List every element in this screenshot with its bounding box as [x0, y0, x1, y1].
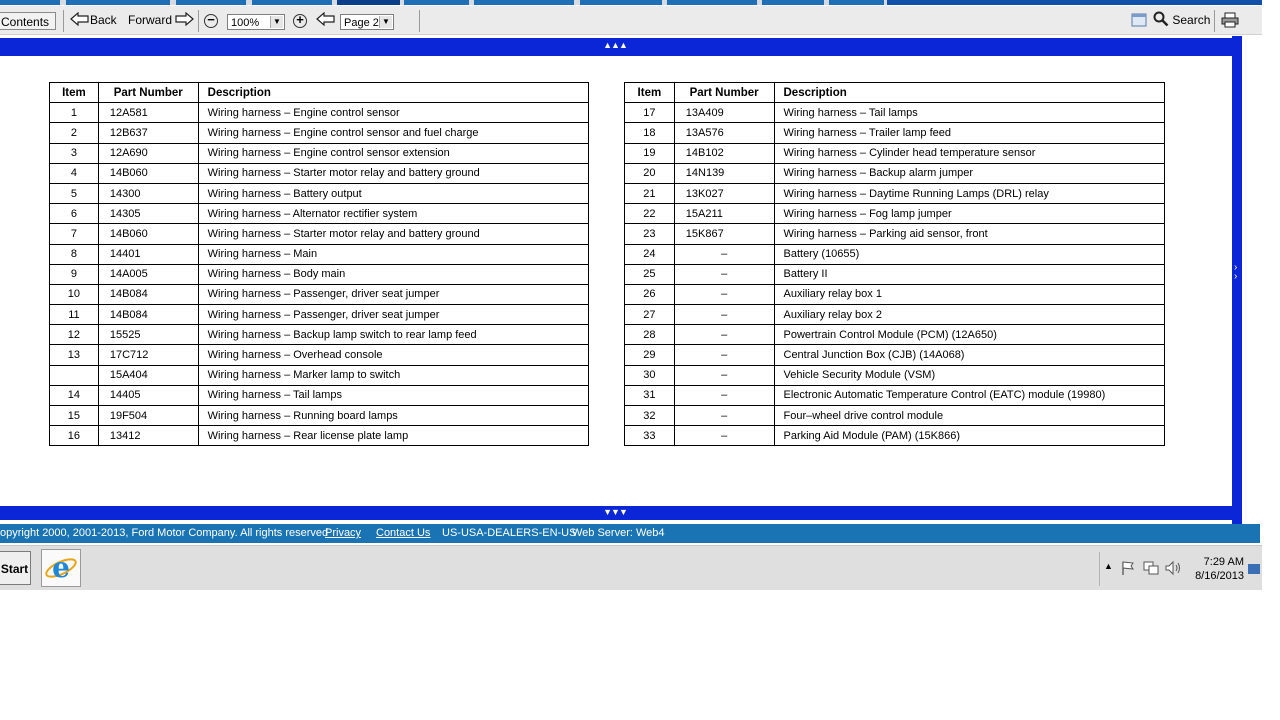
back-arrow-icon [70, 12, 90, 26]
description-cell: Electronic Automatic Temperature Control (EATC) module (19980) [774, 385, 1165, 405]
internet-explorer-taskbar-button[interactable] [41, 549, 81, 587]
table-row [625, 143, 1165, 163]
item-number-cell: 15 [50, 406, 99, 426]
item-number-cell: 20 [625, 163, 675, 183]
description-cell: Wiring harness – Starter motor relay and battery ground [198, 163, 588, 183]
table-row [50, 163, 589, 183]
windows-taskbar [0, 545, 1262, 590]
tab-strip-segment-active[interactable] [337, 0, 400, 5]
item-number-cell: 11 [50, 305, 99, 325]
part-number-cell: – [674, 426, 774, 446]
item-number-cell: 13 [50, 345, 99, 365]
page-value: Page 2 [344, 17, 379, 29]
column-header-description: Description [198, 83, 588, 103]
table-row [50, 204, 589, 224]
taskbar-clock[interactable] [1188, 555, 1244, 583]
document-top-bar [0, 38, 1233, 56]
item-number-cell: 4 [50, 163, 99, 183]
zoom-select[interactable] [227, 14, 285, 30]
description-cell: Wiring harness – Passenger, driver seat jumper [198, 305, 588, 325]
table-row [625, 406, 1165, 426]
tab-strip-segment[interactable] [66, 0, 170, 5]
item-number-cell: 10 [50, 284, 99, 304]
part-number-cell: 14N139 [674, 163, 774, 183]
part-number-cell: 19F504 [98, 406, 198, 426]
part-number-cell: – [674, 325, 774, 345]
description-cell: Wiring harness – Starter motor relay and battery ground [198, 224, 588, 244]
item-number-cell: 28 [625, 325, 675, 345]
tab-strip-blue-band [887, 0, 1262, 5]
item-number-cell: 22 [625, 204, 675, 224]
tab-strip-segment[interactable] [667, 0, 757, 5]
item-number-cell: 18 [625, 123, 675, 143]
tab-strip-segment[interactable] [580, 0, 662, 5]
printer-icon [1221, 12, 1239, 28]
part-number-cell: 13A576 [674, 123, 774, 143]
web-server-text: Web Server: Web4 [572, 527, 665, 539]
item-number-cell: 8 [50, 244, 99, 264]
table-row [50, 123, 589, 143]
part-number-cell: 14B060 [98, 163, 198, 183]
print-button[interactable] [1221, 12, 1239, 30]
system-tray [1099, 552, 1260, 586]
back-label: Back [90, 13, 117, 27]
table-row [50, 426, 589, 446]
part-number-cell: 13K027 [674, 183, 774, 203]
table-row [50, 345, 589, 365]
svg-text:e: e [52, 551, 70, 584]
table-row [625, 325, 1165, 345]
table-row [625, 345, 1165, 365]
item-number-cell: 25 [625, 264, 675, 284]
part-number-cell: 14B102 [674, 143, 774, 163]
item-number-cell: 31 [625, 385, 675, 405]
description-cell: Wiring harness – Engine control sensor extension [198, 143, 588, 163]
part-number-cell: 14401 [98, 244, 198, 264]
tab-strip-segment[interactable] [474, 0, 574, 5]
description-cell: Wiring harness – Passenger, driver seat jumper [198, 284, 588, 304]
show-hidden-icons-icon[interactable]: ▲ [1104, 561, 1113, 571]
start-button[interactable]: Start [0, 551, 31, 585]
toolbar-divider [63, 10, 64, 32]
item-number-cell: 30 [625, 365, 675, 385]
column-header-item: Item [50, 83, 99, 103]
description-cell: Wiring harness – Marker lamp to switch [198, 365, 588, 385]
part-number-cell: 17C712 [98, 345, 198, 365]
table-row [625, 305, 1165, 325]
item-number-cell: 27 [625, 305, 675, 325]
table-row [625, 426, 1165, 446]
item-number-cell: 24 [625, 244, 675, 264]
zoom-in-icon[interactable]: + [293, 14, 307, 28]
table-header-row [50, 83, 589, 103]
search-icon [1153, 11, 1169, 27]
collapse-up-icon[interactable]: ▲▲▲ [603, 40, 627, 50]
part-number-cell: 14305 [98, 204, 198, 224]
search-label: Search [1172, 13, 1211, 27]
toolbar-divider [419, 10, 420, 32]
viewer-toolbar [0, 6, 1262, 35]
chevron-down-icon: ▼ [270, 16, 283, 28]
part-number-cell: – [674, 244, 774, 264]
locale-text: US-USA-DEALERS-EN-US [442, 527, 577, 539]
part-number-cell: 13412 [98, 426, 198, 446]
part-number-cell: 14405 [98, 385, 198, 405]
item-number-cell: 12 [50, 325, 99, 345]
part-number-cell: 14B084 [98, 284, 198, 304]
table-row [625, 264, 1165, 284]
copyright-text: opyright 2000, 2001-2013, Ford Motor Company. All rights reserved [0, 527, 329, 539]
table-row [50, 406, 589, 426]
table-row [50, 103, 589, 123]
show-desktop-icon[interactable] [1248, 564, 1260, 574]
internet-explorer-icon [42, 550, 80, 586]
item-number-cell [50, 365, 99, 385]
parts-table-right [624, 82, 1165, 446]
description-cell: Wiring harness – Tail lamps [198, 385, 588, 405]
item-number-cell: 21 [625, 183, 675, 203]
description-cell: Wiring harness – Engine control sensor and fuel charge [198, 123, 588, 143]
table-row [50, 264, 589, 284]
action-center-flag-icon[interactable] [1120, 560, 1136, 576]
table-row [50, 385, 589, 405]
description-cell: Wiring harness – Daytime Running Lamps (DRL) relay [774, 183, 1165, 203]
zoom-out-icon[interactable]: − [204, 14, 218, 28]
table-row [50, 325, 589, 345]
part-number-cell: 12A690 [98, 143, 198, 163]
description-cell: Wiring harness – Trailer lamp feed [774, 123, 1165, 143]
forward-arrow-icon [174, 12, 194, 26]
column-header-description: Description [774, 83, 1165, 103]
description-cell: Wiring harness – Fog lamp jumper [774, 204, 1165, 224]
search-button[interactable] [1153, 11, 1210, 29]
browser-tab-strip [0, 0, 1262, 5]
description-cell: Wiring harness – Engine control sensor [198, 103, 588, 123]
back-button[interactable] [70, 11, 117, 29]
tab-strip-segment[interactable] [252, 0, 332, 5]
item-number-cell: 14 [50, 385, 99, 405]
table-row [625, 244, 1165, 264]
part-number-cell: – [674, 406, 774, 426]
table-header-row [625, 83, 1165, 103]
item-number-cell: 9 [50, 264, 99, 284]
item-number-cell: 19 [625, 143, 675, 163]
table-row [625, 123, 1165, 143]
description-cell: Powertrain Control Module (PCM) (12A650) [774, 325, 1165, 345]
toolbar-divider [198, 10, 199, 32]
column-header-part-number: Part Number [98, 83, 198, 103]
table-row [50, 284, 589, 304]
table-row [625, 163, 1165, 183]
network-icon[interactable] [1142, 560, 1160, 576]
item-number-cell: 1 [50, 103, 99, 123]
item-number-cell: 16 [50, 426, 99, 446]
item-number-cell: 26 [625, 284, 675, 304]
item-number-cell: 23 [625, 224, 675, 244]
table-row [625, 183, 1165, 203]
page-footer [0, 524, 1260, 543]
description-cell: Central Junction Box (CJB) (14A068) [774, 345, 1165, 365]
table-row [50, 183, 589, 203]
description-cell: Wiring harness – Rear license plate lamp [198, 426, 588, 446]
forward-label: Forward [128, 13, 173, 27]
description-cell: Battery II [774, 264, 1165, 284]
part-number-cell: 13A409 [674, 103, 774, 123]
description-cell: Wiring harness – Cylinder head temperature sensor [774, 143, 1165, 163]
part-number-cell: 15A211 [674, 204, 774, 224]
part-number-cell: – [674, 264, 774, 284]
part-number-cell: 15A404 [98, 365, 198, 385]
description-cell: Auxiliary relay box 2 [774, 305, 1165, 325]
part-number-cell: 12B637 [98, 123, 198, 143]
previous-page-icon [316, 12, 336, 26]
table-row [50, 143, 589, 163]
description-cell: Wiring harness – Alternator rectifier system [198, 204, 588, 224]
description-cell: Four–wheel drive control module [774, 406, 1165, 426]
table-row [625, 224, 1165, 244]
part-number-cell: 14B060 [98, 224, 198, 244]
table-row [625, 284, 1165, 304]
clock-time: 7:29 AM [1203, 556, 1244, 568]
forward-button[interactable] [128, 11, 194, 29]
table-row [625, 204, 1165, 224]
description-cell: Wiring harness – Parking aid sensor, front [774, 224, 1165, 244]
document-bottom-bar [0, 506, 1233, 520]
chevron-down-icon: ▼ [379, 16, 392, 28]
part-number-cell: 14300 [98, 183, 198, 203]
description-cell: Parking Aid Module (PAM) (15K866) [774, 426, 1165, 446]
table-row [50, 244, 589, 264]
part-number-cell: 12A581 [98, 103, 198, 123]
column-header-part-number: Part Number [674, 83, 774, 103]
description-cell: Wiring harness – Running board lamps [198, 406, 588, 426]
item-number-cell: 33 [625, 426, 675, 446]
tab-strip-segment[interactable] [176, 0, 246, 5]
table-row [50, 224, 589, 244]
previous-page-button[interactable] [316, 11, 336, 29]
item-number-cell: 6 [50, 204, 99, 224]
zoom-value: 100% [231, 17, 260, 29]
table-row [50, 305, 589, 325]
toolbar-divider [1214, 10, 1215, 32]
description-cell: Wiring harness – Tail lamps [774, 103, 1165, 123]
description-cell: Wiring harness – Main [198, 244, 588, 264]
contact-us-link[interactable]: Contact Us [376, 527, 431, 539]
column-header-item: Item [625, 83, 675, 103]
side-panel-handle-icon[interactable]: › › [1234, 262, 1238, 282]
item-number-cell: 5 [50, 183, 99, 203]
table-row [625, 365, 1165, 385]
part-number-cell: – [674, 284, 774, 304]
part-number-cell: – [674, 305, 774, 325]
part-number-cell: 14B084 [98, 305, 198, 325]
item-number-cell: 32 [625, 406, 675, 426]
contents-button[interactable]: Contents [0, 12, 56, 30]
part-number-cell: – [674, 385, 774, 405]
part-number-cell: – [674, 365, 774, 385]
expand-down-icon[interactable]: ▼▼▼ [603, 507, 627, 517]
tab-strip-segment[interactable] [829, 0, 884, 5]
volume-icon[interactable] [1164, 560, 1182, 576]
table-row [50, 365, 589, 385]
item-number-cell: 17 [625, 103, 675, 123]
description-cell: Vehicle Security Module (VSM) [774, 365, 1165, 385]
description-cell: Wiring harness – Overhead console [198, 345, 588, 365]
description-cell: Wiring harness – Body main [198, 264, 588, 284]
tab-strip-segment[interactable] [762, 0, 824, 5]
description-cell: Wiring harness – Battery output [198, 183, 588, 203]
privacy-link[interactable]: Privacy [325, 527, 362, 539]
table-row [625, 385, 1165, 405]
item-number-cell: 7 [50, 224, 99, 244]
description-cell: Wiring harness – Backup alarm jumper [774, 163, 1165, 183]
item-number-cell: 2 [50, 123, 99, 143]
parts-table-left [49, 82, 589, 446]
item-number-cell: 29 [625, 345, 675, 365]
table-row [625, 103, 1165, 123]
part-number-cell: – [674, 345, 774, 365]
tab-strip-segment[interactable] [0, 0, 60, 5]
tab-strip-segment[interactable] [404, 0, 469, 5]
part-number-cell: 15K867 [674, 224, 774, 244]
description-cell: Wiring harness – Backup lamp switch to rear lamp feed [198, 325, 588, 345]
item-number-cell: 3 [50, 143, 99, 163]
part-number-cell: 15525 [98, 325, 198, 345]
window-icon[interactable] [1131, 12, 1147, 30]
page-select[interactable] [340, 14, 394, 30]
description-cell: Battery (10655) [774, 244, 1165, 264]
clock-date: 8/16/2013 [1195, 570, 1244, 582]
part-number-cell: 14A005 [98, 264, 198, 284]
description-cell: Auxiliary relay box 1 [774, 284, 1165, 304]
